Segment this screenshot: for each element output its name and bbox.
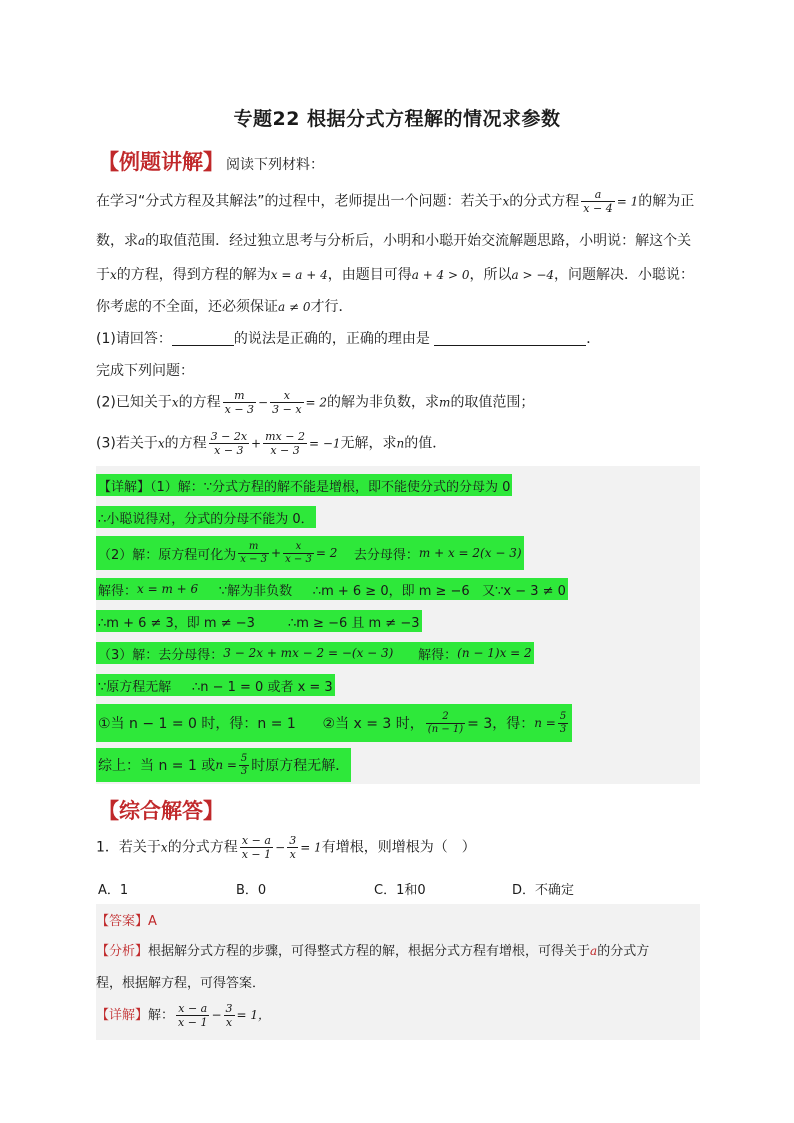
text: 的分式方程 (509, 193, 580, 210)
text: 去分母得： (353, 547, 419, 563)
equals: = −1 (308, 436, 341, 451)
text: ，问题解决．小聪说： (554, 267, 695, 283)
text: ． (586, 331, 601, 347)
denominator: x − 3 (214, 444, 244, 457)
text: （2）解：原方程可化为 (98, 547, 237, 563)
text: 的分式方 (597, 944, 650, 959)
math: n = (534, 716, 556, 730)
example-line-3 (96, 264, 694, 284)
numerator: x − a (176, 1002, 209, 1016)
comprehensive-heading: 【综合解答】 (98, 799, 224, 823)
example-intro: 阅读下列材料： (226, 157, 324, 173)
text: 的解为正 (638, 193, 695, 210)
numerator: m (223, 389, 256, 403)
numerator: 3 − 2x (210, 430, 248, 443)
plus: + (271, 546, 282, 560)
answer-label: 【答案】 (96, 914, 149, 929)
denominator: x − 3 (285, 553, 312, 565)
text: 的解为非负数，求 (327, 394, 440, 411)
solution-line-8 (96, 704, 572, 742)
denominator: x − 3 (240, 553, 268, 565)
example-line-2 (96, 230, 691, 250)
text: 解得： (418, 647, 458, 663)
text: ②当 x = 3 时， (322, 716, 424, 732)
text: ∴m ≥ −6 且 m ≠ −3 (287, 615, 420, 631)
text: 于 (96, 267, 110, 283)
text: 时原方程无解． (251, 758, 350, 774)
fraction (239, 753, 249, 778)
text: (1)请回答： (96, 331, 172, 347)
fraction (224, 1002, 235, 1029)
text: ，所以 (469, 267, 512, 283)
text: 的取值范围； (450, 394, 535, 411)
text: ，由题目可得 (327, 267, 412, 283)
numerator: 3 (225, 1002, 233, 1015)
numerator: 3 (289, 834, 297, 847)
numerator: a (581, 188, 614, 202)
fraction (426, 711, 465, 736)
numerator: x (270, 389, 303, 403)
example-line-1 (96, 188, 694, 215)
text: ∵原方程无解 (98, 679, 172, 695)
equals: = 2 (305, 395, 328, 410)
fraction (283, 541, 314, 566)
numerator: x − a (240, 834, 273, 848)
text: 又∵x − 3 ≠ 0 (482, 583, 566, 599)
var-x: x (171, 395, 179, 410)
text: 根据解分式方程的步骤，可得整式方程的解，根据分式方程有增根，可得关于 (148, 944, 591, 959)
fraction (558, 711, 568, 736)
var-x: x (160, 840, 168, 855)
equals: = 2 (315, 546, 338, 560)
math: (n − 1)x = 2 (457, 646, 532, 660)
detail-label: 【详解】 (96, 1008, 149, 1023)
page-title: 专题22 根据分式方程解的情况求参数 (233, 108, 561, 130)
text: 的方程，得到方程的解为 (116, 267, 271, 283)
text: ①当 n − 1 = 0 时，得：n = 1 (98, 716, 296, 732)
var-n: n (396, 436, 405, 451)
solution-line-4 (96, 578, 568, 600)
fraction (263, 430, 307, 457)
numerator: x (283, 541, 314, 554)
answer-blank-1 (172, 331, 234, 346)
math-condition: a + 4 > 0 (411, 268, 470, 282)
fraction (238, 541, 269, 566)
question-1 (96, 328, 600, 348)
text: (2)已知关于 (96, 394, 172, 411)
option-a: A．1 (98, 883, 129, 898)
text: 数，求 (96, 233, 138, 249)
solution-line-1: 【详解】（1）解：∵分式方程的解不能是增根，即不能使分式的分母为 0 (96, 474, 512, 496)
option-b: B．0 (236, 883, 267, 898)
var-x: x (502, 194, 510, 209)
math-solution: x = a + 4 (270, 268, 328, 282)
minus: − (275, 840, 286, 855)
answer-blank-2 (434, 331, 586, 346)
text: ∴m + 6 ≥ 0，即 m ≥ −6 (312, 583, 470, 599)
text: 的分式方程 (167, 839, 238, 856)
text: 的说法是正确的，正确的理由是 (233, 331, 430, 347)
text: ∵解为非负数 (218, 583, 293, 599)
plus: + (251, 436, 262, 451)
question-3 (96, 430, 446, 457)
math: x = m + 6 (137, 582, 199, 596)
solution-line-3 (96, 536, 524, 570)
text: 解： (148, 1008, 175, 1023)
denominator: 3 (240, 765, 248, 777)
solution-line-6 (96, 642, 534, 664)
detail-line (96, 1002, 270, 1029)
fraction (287, 834, 298, 861)
math: n = (215, 758, 237, 772)
text: ∴m + 6 ≠ 3，即 m ≠ −3 (98, 615, 255, 631)
text: 才行． (310, 299, 353, 315)
example-line-4 (96, 296, 352, 316)
denominator: 3 (559, 723, 567, 735)
analysis-line-1 (96, 940, 649, 959)
solution-line-2: ∴小聪说得对，分式的分母不能为 0． (96, 506, 316, 528)
denominator: x − 4 (583, 202, 613, 215)
var-a: a (590, 944, 598, 958)
text: ∴n − 1 = 0 或者 x = 3 (191, 679, 333, 695)
denominator: x − 3 (270, 444, 300, 457)
text: 解得： (98, 583, 138, 599)
minus: − (258, 395, 269, 410)
equals: = 1 (300, 840, 322, 855)
solution-line-9 (96, 748, 351, 782)
fraction (209, 430, 249, 457)
math: m + x = 2(x − 3) (418, 546, 522, 560)
text: 的值． (404, 435, 447, 452)
numerator: 5 (240, 752, 248, 764)
var-a: a (138, 234, 146, 248)
numerator: 5 (559, 710, 567, 722)
text: 综上：当 n = 1 或 (98, 758, 216, 774)
example-heading: 【例题讲解】 (98, 150, 224, 174)
math-neq: a ≠ 0 (278, 300, 311, 314)
text: 1．若关于 (96, 839, 161, 856)
fraction (270, 389, 303, 416)
answer-line (96, 910, 157, 929)
text: = 3，得： (467, 716, 535, 732)
var-x: x (157, 436, 165, 451)
denominator: x − 1 (241, 848, 272, 861)
fraction (176, 1002, 209, 1029)
fraction (240, 834, 273, 861)
equals-one: = 1 (616, 194, 639, 209)
denominator: (n − 1) (427, 723, 464, 735)
equals: = 1， (236, 1008, 271, 1022)
denominator: x (289, 848, 296, 861)
text: 的方程 (164, 435, 207, 452)
denominator: 3 − x (272, 403, 302, 416)
text: 的方程 (178, 394, 221, 411)
var-m: m (439, 395, 451, 410)
solution-line-7 (96, 674, 335, 696)
math-result: a > −4 (511, 268, 555, 282)
answer-value: A (148, 914, 157, 929)
text: 的取值范围．经过独立思考与分析后，小明和小聪开始交流解题思路，小明说：解这个关 (145, 233, 692, 249)
numerator: mx − 2 (265, 430, 305, 443)
analysis-label: 【分析】 (96, 944, 149, 959)
text: 在学习“分式方程及其解法”的过程中，老师提出一个问题：若关于 (96, 193, 503, 210)
text: 有增根，则增根为（ ） (321, 839, 476, 856)
question-2 (96, 389, 534, 416)
option-c: C．1和0 (374, 883, 426, 898)
text: 你考虑的不全面，还必须保证 (96, 299, 278, 315)
text: （3）解：去分母得： (98, 647, 224, 663)
analysis-line-2: 程，根据解方程，可得答案． (96, 976, 266, 991)
comprehensive-question-1 (96, 834, 476, 861)
var-x: x (110, 268, 117, 282)
fraction (223, 389, 256, 416)
text: 无解，求 (340, 435, 397, 452)
denominator: x (225, 1016, 233, 1029)
fraction-a-over-x-4 (581, 188, 614, 215)
solution-line-5 (96, 610, 422, 632)
math: 3 − 2x + mx − 2 = −(x − 3) (223, 646, 394, 660)
text: (3)若关于 (96, 435, 158, 452)
numerator: 2 (426, 711, 465, 724)
option-d: D．不确定 (512, 883, 575, 898)
minus: − (211, 1008, 222, 1022)
numerator: m (238, 541, 269, 554)
complete-heading: 完成下列问题： (96, 363, 194, 379)
denominator: x − 1 (178, 1016, 208, 1029)
denominator: x − 3 (224, 403, 255, 416)
